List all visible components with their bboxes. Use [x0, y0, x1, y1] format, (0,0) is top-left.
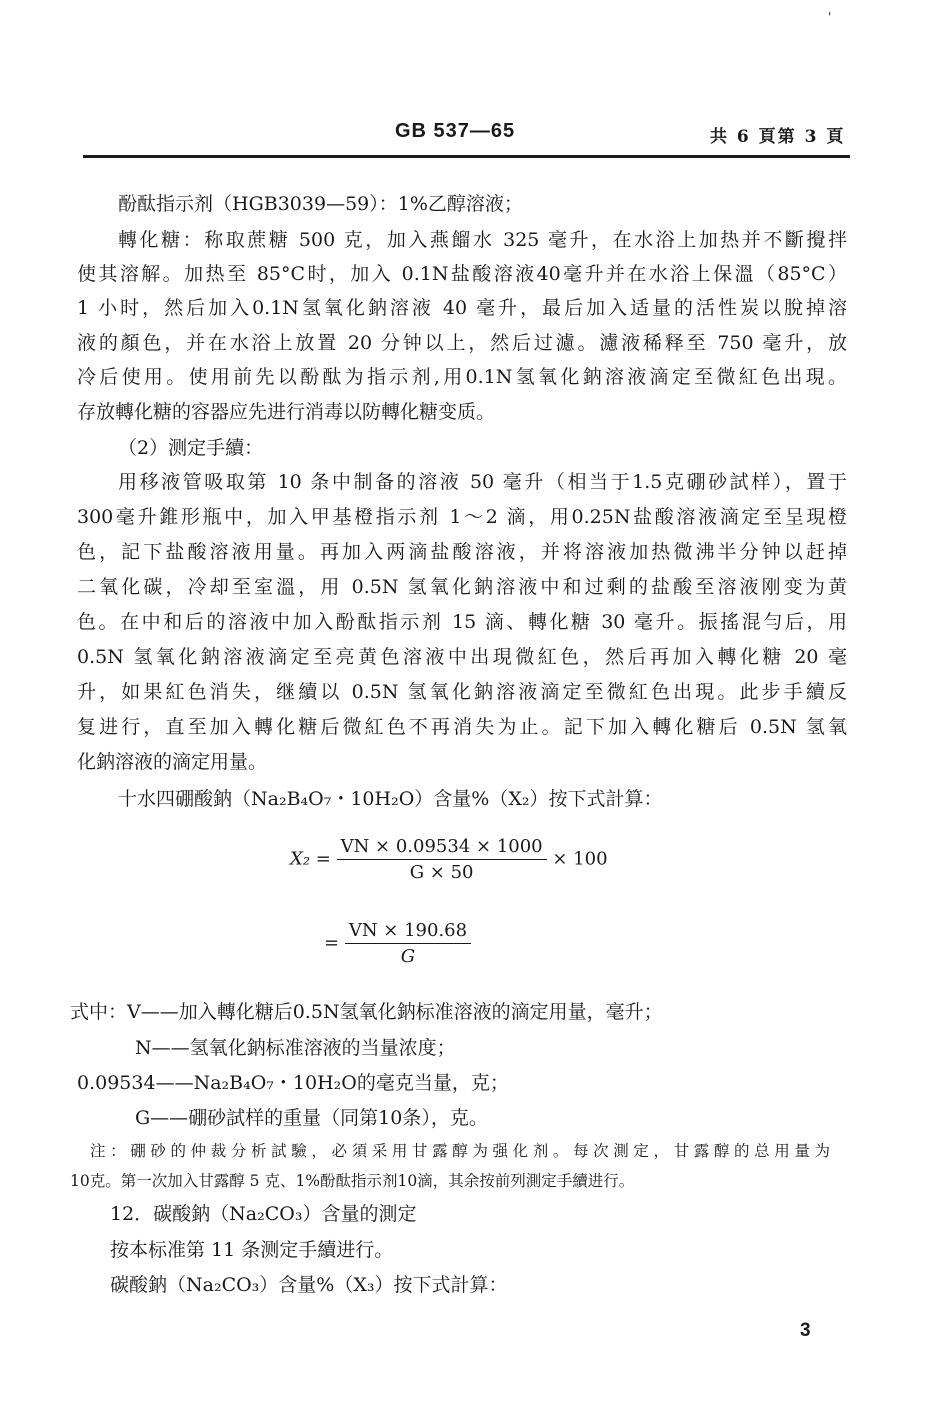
corner-mark: ' — [828, 10, 832, 24]
formula-multiplier: × 100 — [552, 848, 608, 870]
body-line: 酚酞指示剂（HGB3039—59）：1%乙醇溶液； — [118, 193, 523, 215]
section-line: 碳酸鈉（Na₂CO₃）含量%（X₃）按下式計算： — [110, 1274, 508, 1296]
body-line: 用移液管吸取第 10 条中制备的溶液 50 毫升（相当于1.5克硼砂試样），置于 — [118, 471, 847, 493]
header-rule — [83, 155, 850, 158]
body-line: 复进行，直至加入轉化糖后微紅色不再消失为止。記下加入轉化糖后 0.5N 氢氧 — [77, 716, 847, 738]
body-line: 化鈉溶液的滴定用量。 — [77, 751, 268, 773]
definition-line: 0.09534——Na₂B₄O₇・10H₂O的毫克当量，克； — [77, 1072, 509, 1094]
body-line: 1 小时，然后加入0.1N氢氧化鈉溶液 40 毫升，最后加入适量的活性炭以脫掉溶 — [77, 297, 847, 319]
body-line: 存放轉化糖的容器应先进行消毒以防轉化糖变质。 — [77, 401, 496, 423]
formula-fraction-1 — [337, 836, 547, 883]
subheading: （2）测定手續： — [118, 437, 264, 459]
body-line: 使其溶解。加热至 85°C时，加入 0.1N盐酸溶液40毫升并在水浴上保溫（85°C） — [77, 263, 847, 285]
body-line: 0.5N 氢氧化鈉溶液滴定至亮黄色溶液中出現微紅色，然后再加入轉化糖 20 毫 — [77, 646, 847, 668]
section-heading: 12．碳酸鈉（Na₂CO₃）含量的測定 — [110, 1203, 417, 1225]
formula-x2-simplified — [324, 920, 471, 967]
definition-line: G——硼砂試样的重量（同第10条），克。 — [135, 1107, 488, 1129]
body-line: 轉化糖：称取蔗糖 500 克，加入燕餾水 325 毫升，在水浴上加热并不斷攪拌 — [118, 229, 847, 251]
note-line: 10克。第一次加入甘露醇 5 克、1%酚酞指示剂10滴，其余按前列測定手續进行。 — [70, 1172, 635, 1190]
formula-denominator-1: G × 50 — [409, 862, 474, 883]
body-line: 升，如果紅色消失，继續以 0.5N 氢氧化鈉溶液滴定至微紅色出現。此步手續反 — [77, 681, 847, 703]
body-line: 液的顏色，并在水浴上放置 20 分钟以上，然后过濾。濾液稀释至 750 毫升，放 — [77, 332, 847, 354]
formula-numerator-1: VN × 0.09534 × 1000 — [337, 836, 547, 860]
formula-fraction-2 — [345, 920, 471, 967]
page-info: 共 6 頁第 3 頁 — [710, 127, 846, 147]
standard-code: GB 537—65 — [395, 120, 516, 142]
formula-denominator-2: G — [400, 946, 416, 967]
definition-line: N——氢氧化鈉标准溶液的当量浓度； — [135, 1037, 456, 1059]
note-line: 注：硼砂的仲裁分析試驗，必須采用甘露醇为强化剂。每次測定，甘露醇的总用量为 — [90, 1142, 830, 1160]
body-line: 冷后使用。使用前先以酚酞为指示剂,用0.1N氢氧化鈉溶液滴定至微紅色出現。 — [77, 366, 847, 388]
formula-numerator-2: VN × 190.68 — [345, 920, 471, 944]
body-line: 二氧化碳，冷却至室溫，用 0.5N 氢氧化鈉溶液中和过剩的盐酸至溶液刚变为黄 — [77, 576, 847, 598]
formula-lhs: X₂ = — [290, 848, 331, 870]
body-line: 300毫升錐形瓶中，加入甲基橙指示剂 1～2 滴，用0.25N盐酸溶液滴定至呈現橙 — [77, 506, 847, 528]
page-number: 3 — [800, 1320, 811, 1341]
formula-x2 — [290, 836, 608, 883]
section-line: 按本标准第 11 条测定手續进行。 — [110, 1239, 394, 1261]
body-line: 色，記下盐酸溶液用量。再加入两滴盐酸溶液，并将溶液加热微沸半分钟以赶掉 — [77, 541, 847, 563]
definition-line: 式中：V——加入轉化糖后0.5N氢氧化鈉标准溶液的滴定用量，毫升； — [70, 1001, 663, 1023]
formula-equals: = — [324, 932, 340, 954]
body-line: 十水四硼酸鈉（Na₂B₄O₇・10H₂O）含量%（X₂）按下式計算： — [118, 788, 663, 810]
body-line: 色。在中和后的溶液中加入酚酞指示剂 15 滴、轉化糖 30 毫升。振搖混勻后，用 — [77, 611, 847, 633]
